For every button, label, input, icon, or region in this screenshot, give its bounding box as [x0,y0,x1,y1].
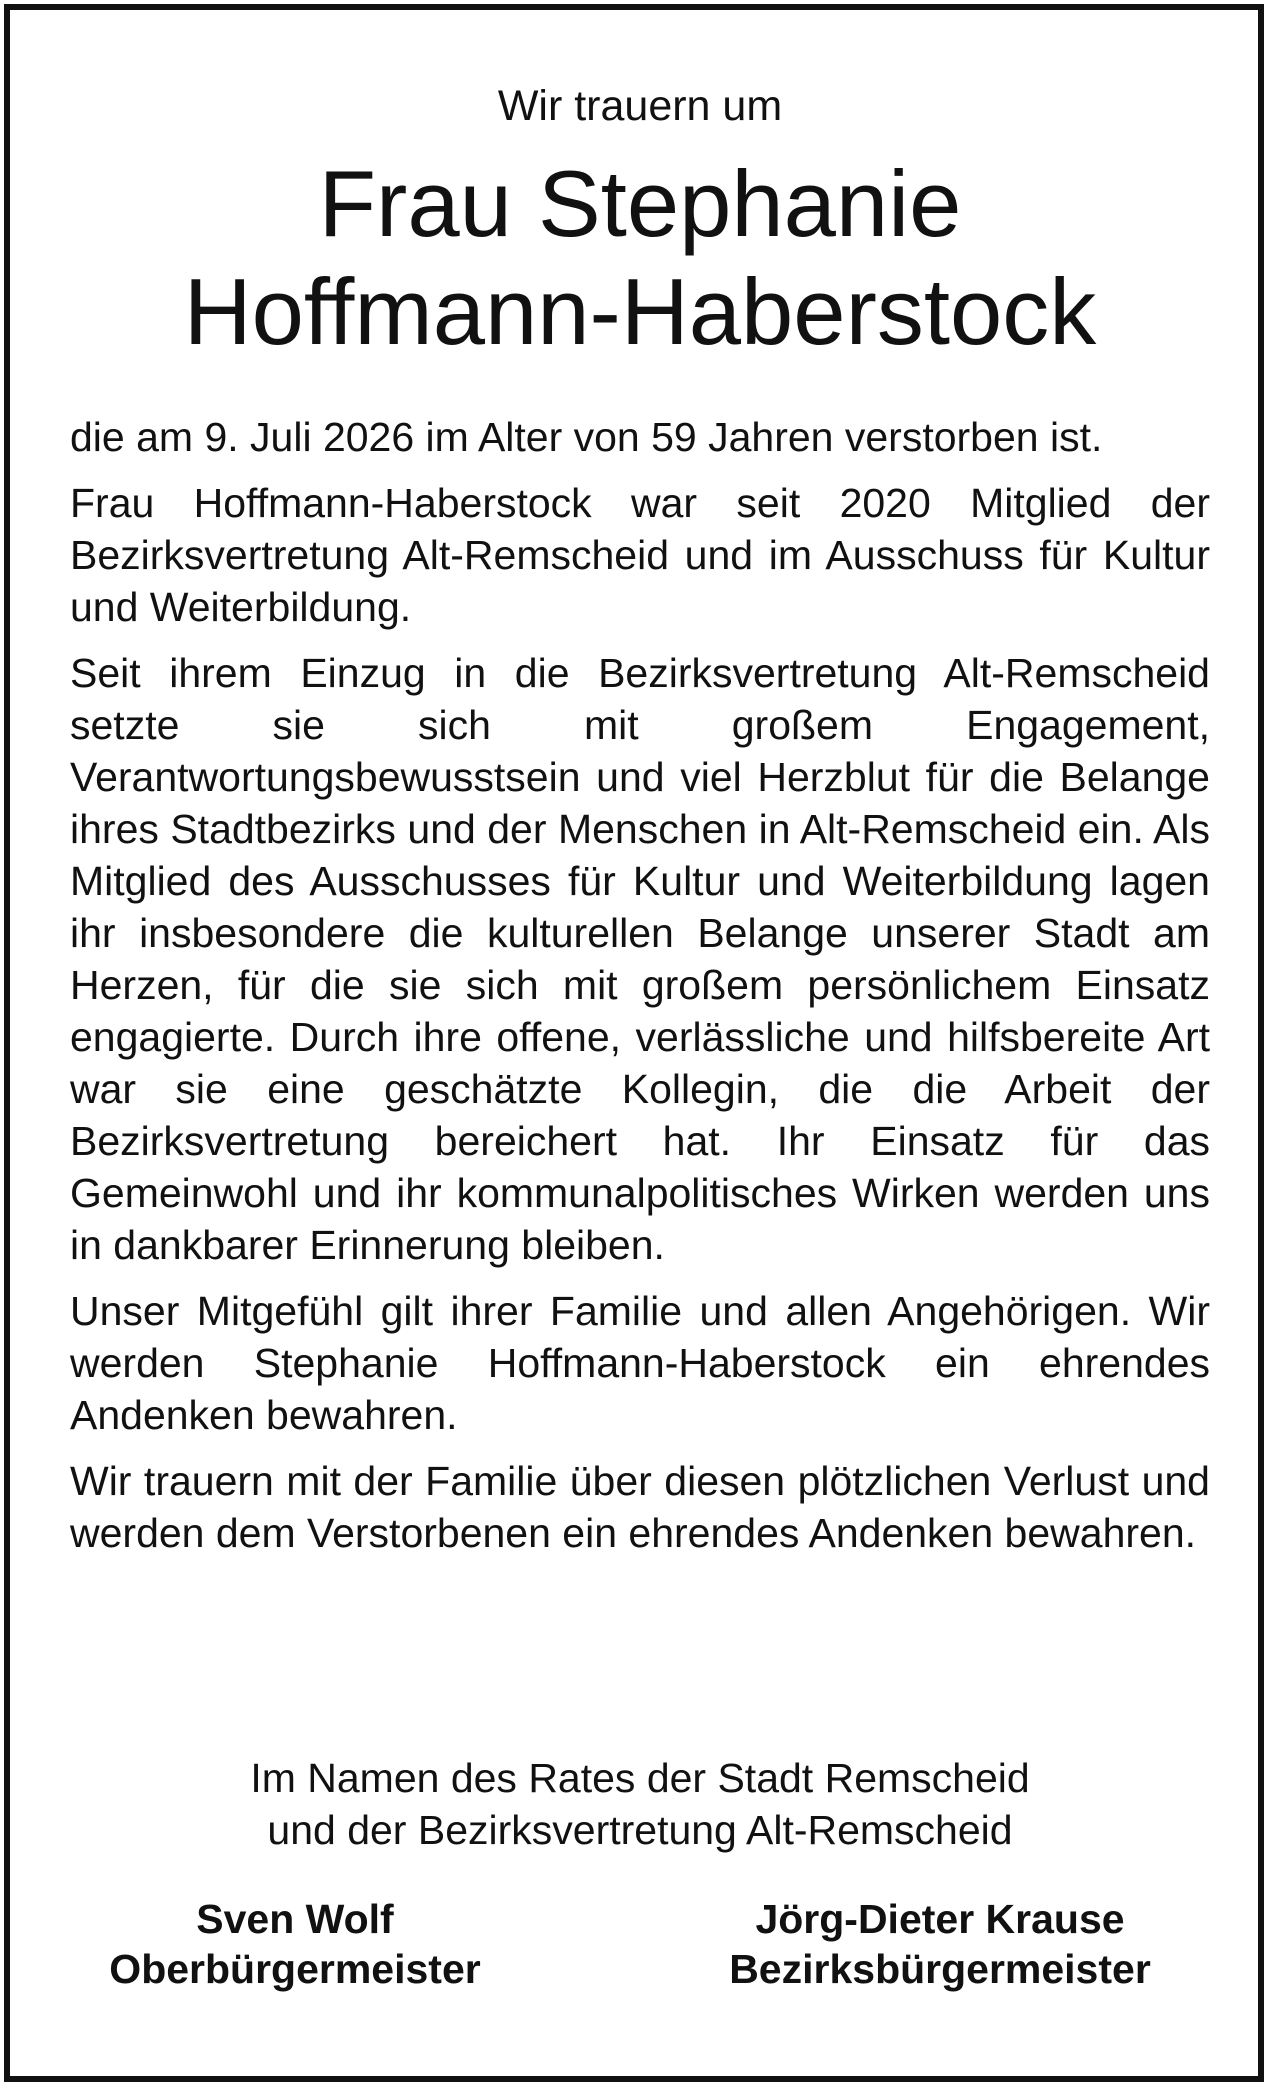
notice-body [70,411,1210,1573]
paragraph-mourning: Wir trauern mit der Familie über diesen plötzlichen Verlust und werden dem Verstorbenen ein ehrendes Andenken bewahren. [70,1458,1210,1556]
signatory-mayor [70,1894,520,1994]
signatory-title: Bezirksbürgermeister [729,1946,1151,1992]
paragraph-tribute: Seit ihrem Einzug in die Bezirksvertretung Alt-Remscheid setzte sie sich mit großem Engagement, Verantwortungsbewusstsein und viel Herzblut für die Belange ihres Stadtbezirks und der Menschen in Alt-Remscheid ein. Als Mitglied des Ausschusses für Kultur und Weiterbildung lagen ihr insbesondere die kulturellen Belange unserer Stadt am Herzen, für die sie sich mit großem persönlichem Einsatz engagierte. Durch ihre offene, verlässliche und hilfsbereite Art war sie eine geschätzte Kollegin, die die Arbeit der Bezirksvertretung bereichert hat. Ihr Einsatz für das Gemeinwohl und ihr kommunalpolitisches Wirken werden uns in dankbarer Erinnerung bleiben. [70,650,1210,1268]
signatory-district-mayor [630,1894,1250,1994]
signatures [70,1894,1210,2004]
closing-line2: und der Bezirksvertretung Alt-Remscheid [267,1807,1013,1853]
closing-line1: Im Namen des Rates der Stadt Remscheid [250,1755,1030,1801]
closing-statement [70,1752,1210,1856]
deceased-name [70,150,1210,366]
paragraph-condolence: Unser Mitgefühl gilt ihrer Familie und allen Angehörigen. Wir werden Stephanie Hoffmann-Haberstock ein ehrendes Andenken bewahren. [70,1288,1210,1438]
paragraph-death-date: die am 9. Juli 2026 im Alter von 59 Jahren verstorben ist. [70,414,1103,460]
deceased-name-line2: Hoffmann-Haberstock [183,259,1097,364]
signatory-name: Jörg-Dieter Krause [755,1896,1125,1942]
signatory-name: Sven Wolf [196,1896,394,1942]
signatory-title: Oberbürgermeister [109,1946,481,1992]
paragraph-membership: Frau Hoffmann-Haberstock war seit 2020 Mitglied der Bezirksvertretung Alt-Remscheid und im Ausschuss für Kultur und Weiterbildung. [70,480,1210,630]
deceased-name-line1: Frau Stephanie [318,151,962,256]
intro-line: Wir trauern um [497,82,783,130]
